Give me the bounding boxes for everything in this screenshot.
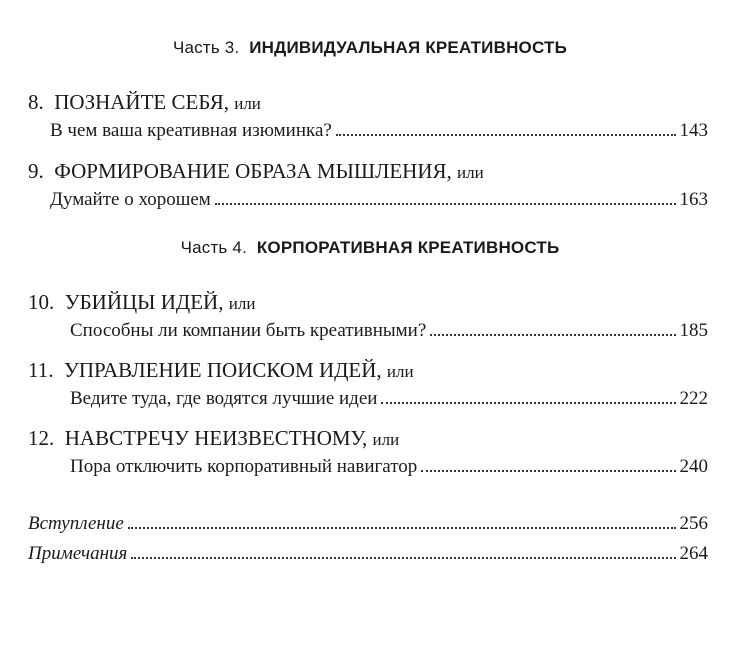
leader-dots bbox=[421, 470, 675, 472]
toc-entry-introduction[interactable] bbox=[28, 513, 708, 535]
part-3-label: Часть 3. bbox=[172, 38, 240, 57]
toc-page-number: 185 bbox=[679, 320, 708, 341]
toc-entry-text: Вступление bbox=[28, 513, 124, 534]
toc-entry-chapter-10[interactable] bbox=[70, 320, 708, 342]
chapter-number: 12. bbox=[28, 426, 55, 450]
chapter-10-title bbox=[28, 290, 255, 315]
part-4-heading bbox=[0, 238, 740, 258]
toc-page-number: 163 bbox=[679, 189, 708, 210]
chapter-ili: или bbox=[457, 163, 484, 182]
leader-dots bbox=[215, 203, 676, 205]
chapter-8-title bbox=[28, 90, 261, 115]
chapter-number: 10. bbox=[28, 290, 55, 314]
toc-page-number: 256 bbox=[679, 513, 708, 534]
toc-entry-text: Способны ли компании быть креативными? bbox=[70, 320, 427, 341]
toc-entry-text: Ведите туда, где водятся лучшие идеи bbox=[70, 388, 378, 409]
leader-dots bbox=[430, 334, 675, 336]
toc-entry-text: В чем ваша креативная изюминка? bbox=[50, 120, 332, 141]
part-4-label: Часть 4. bbox=[180, 238, 247, 257]
chapter-ili: или bbox=[372, 430, 400, 449]
chapter-11-title bbox=[28, 358, 414, 383]
chapter-heading: ФОРМИРОВАНИЕ ОБРАЗА МЫШЛЕНИЯ, bbox=[54, 159, 452, 183]
chapter-number: 9. bbox=[28, 159, 44, 183]
leader-dots bbox=[128, 527, 676, 529]
chapter-heading: УБИЙЦЫ ИДЕЙ, bbox=[64, 290, 224, 314]
toc-entry-chapter-12[interactable] bbox=[70, 456, 708, 478]
leader-dots bbox=[381, 402, 675, 404]
chapter-number: 8. bbox=[28, 90, 44, 114]
toc-entry-chapter-9[interactable] bbox=[50, 189, 708, 211]
toc-entry-text: Пора отключить корпоративный навигатор bbox=[70, 456, 418, 477]
chapter-ili: или bbox=[386, 362, 414, 381]
toc-entry-chapter-8[interactable] bbox=[50, 120, 708, 142]
toc-entry-text: Думайте о хорошем bbox=[50, 189, 211, 210]
chapter-number: 11. bbox=[28, 358, 54, 382]
chapter-ili: или bbox=[228, 294, 256, 313]
leader-dots bbox=[131, 557, 675, 559]
chapter-heading: УПРАВЛЕНИЕ ПОИСКОМ ИДЕЙ, bbox=[63, 358, 382, 382]
chapter-9-title bbox=[28, 159, 484, 184]
toc-page-number: 240 bbox=[679, 456, 708, 477]
part-3-title: ИНДИВИДУАЛЬНАЯ КРЕАТИВНОСТЬ bbox=[249, 38, 568, 57]
toc-page-number: 143 bbox=[679, 120, 708, 141]
toc-entry-chapter-11[interactable] bbox=[70, 388, 708, 410]
chapter-heading: НАВСТРЕЧУ НЕИЗВЕСТНОМУ, bbox=[64, 426, 368, 450]
toc-entry-text: Примечания bbox=[28, 543, 128, 564]
toc-page-number: 222 bbox=[679, 388, 708, 409]
leader-dots bbox=[336, 134, 676, 136]
toc-page-number: 264 bbox=[679, 543, 708, 564]
part-4-title: КОРПОРАТИВНАЯ КРЕАТИВНОСТЬ bbox=[256, 238, 560, 257]
toc-entry-notes[interactable] bbox=[28, 543, 708, 565]
chapter-heading: ПОЗНАЙТЕ СЕБЯ, bbox=[54, 90, 229, 114]
chapter-12-title bbox=[28, 426, 399, 451]
chapter-ili: или bbox=[234, 94, 261, 113]
part-3-heading bbox=[0, 38, 740, 58]
